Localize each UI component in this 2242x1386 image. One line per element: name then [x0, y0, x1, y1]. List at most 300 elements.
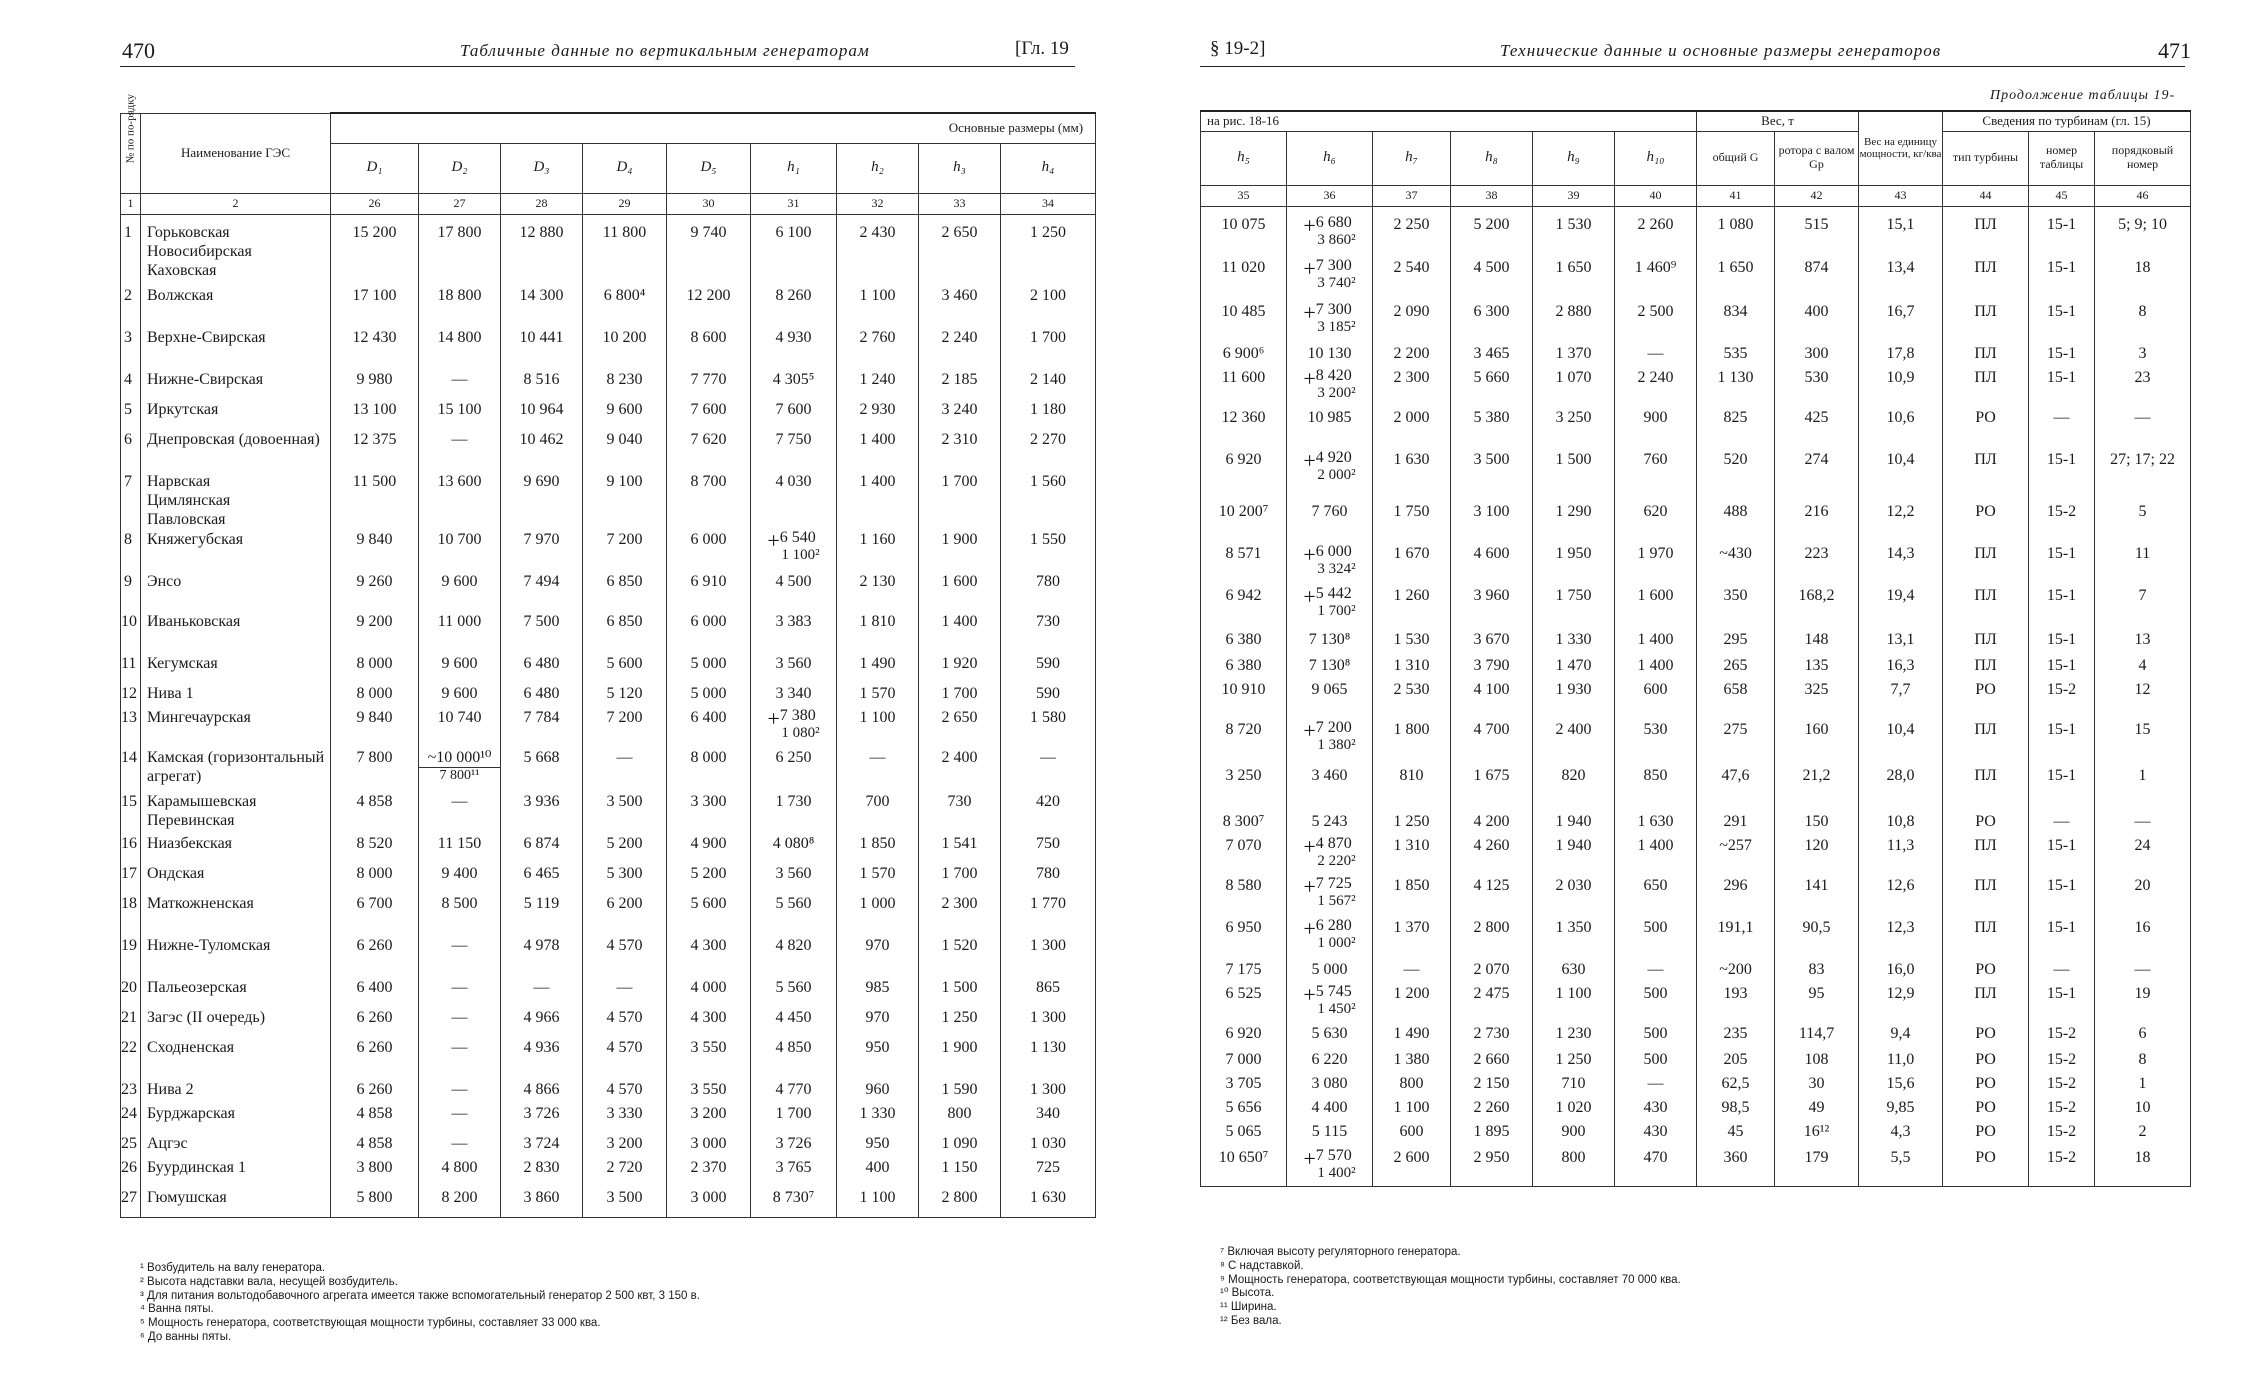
cell-32: 950: [837, 1134, 919, 1158]
cell-29: 8 230: [583, 370, 667, 400]
top-rule-right: [1200, 66, 2185, 67]
dim-header-7: h₃: [919, 143, 1001, 193]
cell-46: 2: [2095, 1122, 2191, 1148]
left-page: [0, 0, 1110, 1386]
stacked-value: [1303, 544, 1355, 577]
cell-26: 6 400: [331, 978, 419, 1008]
cell-31: 6 250: [751, 748, 837, 792]
col-number-43: 43: [1859, 185, 1943, 206]
cell-45: 15-1: [2029, 720, 2095, 766]
cell-39: 1 750: [1533, 586, 1615, 630]
cell-46: 13: [2095, 630, 2191, 656]
table-row: [121, 936, 1096, 978]
cell-40: 1 460⁹: [1615, 258, 1697, 302]
dim-header-4: D₅: [667, 143, 751, 193]
cell-37: 1 800: [1373, 720, 1451, 766]
cell-41: 291: [1697, 812, 1775, 836]
main-value: 7 200: [1315, 719, 1352, 736]
cell-45: 15-2: [2029, 1098, 2095, 1122]
cell-37: 1 750: [1373, 502, 1451, 544]
cell-41: 191,1: [1697, 918, 1775, 960]
cell-31: 7 600: [751, 400, 837, 430]
cell-43: 12,6: [1859, 876, 1943, 918]
cell-26: 6 260: [331, 936, 419, 978]
cell-42: 530: [1775, 368, 1859, 408]
cell-42: 874: [1775, 258, 1859, 302]
cell-38: 2 950: [1451, 1148, 1533, 1186]
weight-header: Вес, т: [1697, 111, 1859, 131]
cell-45: 15-1: [2029, 918, 2095, 960]
station-name: Мингечаурская: [141, 708, 331, 748]
sub-value: 1 450²: [1317, 1001, 1356, 1017]
cell-28: 4 936: [501, 1038, 583, 1080]
cell-34: 1 560: [1001, 472, 1096, 530]
cell-31: [751, 527, 837, 572]
cell-39: 2 030: [1533, 876, 1615, 918]
cell-38: 2 660: [1451, 1050, 1533, 1074]
station-name: Бурджарская: [141, 1104, 331, 1134]
cell-45: 15-2: [2029, 502, 2095, 544]
station-name: Карамышевская Перевинская: [141, 792, 331, 834]
cell-43: 16,7: [1859, 302, 1943, 344]
row-number: 4: [121, 370, 141, 400]
cell-30: 5 000: [667, 684, 751, 708]
cell-36: 5 243: [1287, 812, 1373, 836]
cell-45: 15-2: [2029, 680, 2095, 720]
cell-32: 1 100: [837, 708, 919, 748]
cell-32: 950: [837, 1038, 919, 1080]
table-row: [121, 612, 1096, 654]
cell-46: 8: [2095, 302, 2191, 344]
row-number: 7: [121, 472, 141, 530]
cell-39: 1 530: [1533, 206, 1615, 258]
table-row: [1201, 656, 2191, 680]
cell-37: 1 310: [1373, 656, 1451, 680]
cell-28: 6 874: [501, 834, 583, 864]
table-row: [1201, 1148, 2191, 1186]
cell-36: 7 130⁸: [1287, 656, 1373, 680]
cell-28: 8 516: [501, 370, 583, 400]
cell-36: 7 760: [1287, 502, 1373, 544]
table-row: [1201, 302, 2191, 344]
cell-45: 15-1: [2029, 656, 2095, 680]
row-number: 11: [121, 654, 141, 684]
cell-43: 9,4: [1859, 1024, 1943, 1050]
cell-31: 4 770: [751, 1080, 837, 1104]
cell-38: 4 600: [1451, 544, 1533, 586]
cell-32: 1 160: [837, 530, 919, 572]
cell-46: 27; 17; 22: [2095, 450, 2191, 502]
cell-46: 1: [2095, 766, 2191, 812]
cell-43: 12,3: [1859, 918, 1943, 960]
cell-44: ПЛ: [1943, 586, 2029, 630]
cell-40: 760: [1615, 450, 1697, 502]
table-row: [1201, 720, 2191, 766]
cell-28: 10 462: [501, 430, 583, 472]
main-value: 7 725: [1315, 875, 1352, 892]
station-name: Горьковская Новосибирская Каховская: [141, 214, 331, 286]
cell-42: 148: [1775, 630, 1859, 656]
dim-header-2: D₃: [501, 143, 583, 193]
col-number-38: 38: [1451, 185, 1533, 206]
cell-44: РО: [1943, 812, 2029, 836]
cell-40: 500: [1615, 984, 1697, 1024]
table-row: [121, 530, 1096, 572]
cell-28: 4 966: [501, 1008, 583, 1038]
cell-46: 18: [2095, 258, 2191, 302]
table-row: [1201, 206, 2191, 258]
cell-26: 8 520: [331, 834, 419, 864]
cell-32: 2 930: [837, 400, 919, 430]
cell-27: 11 150: [419, 834, 501, 864]
plus-sign: +: [1303, 256, 1316, 281]
station-name: Волжская: [141, 286, 331, 328]
cell-45: 15-1: [2029, 630, 2095, 656]
cell-31: 4 500: [751, 572, 837, 612]
row-number: 21: [121, 1008, 141, 1038]
footnotes-right: [1220, 1246, 1681, 1329]
cell-43: 10,9: [1859, 368, 1943, 408]
cell-28: 5 119: [501, 894, 583, 936]
cell-28: 3 936: [501, 792, 583, 834]
cell-35: 7 070: [1201, 836, 1287, 876]
table-row: [121, 1038, 1096, 1080]
cell-32: 1 000: [837, 894, 919, 936]
cell-42: 179: [1775, 1148, 1859, 1186]
cell-34: 2 270: [1001, 430, 1096, 472]
cell-39: 3 250: [1533, 408, 1615, 450]
cell-46: 10: [2095, 1098, 2191, 1122]
cell-30: 4 300: [667, 1008, 751, 1038]
cell-43: 12,9: [1859, 984, 1943, 1024]
row-number: 2: [121, 286, 141, 328]
cell-32: 960: [837, 1080, 919, 1104]
cell-34: —: [1001, 748, 1096, 792]
plus-sign: +: [1303, 874, 1316, 899]
table-row: [121, 572, 1096, 612]
dim-header-5: h₁: [751, 143, 837, 193]
cell-34: 1 550: [1001, 530, 1096, 572]
table-row: [1201, 630, 2191, 656]
cell-31: 3 560: [751, 654, 837, 684]
cell-39: 630: [1533, 960, 1615, 984]
sub-value: 1 000²: [1317, 935, 1356, 951]
cell-30: 8 700: [667, 472, 751, 530]
cell-27: 10 740: [419, 708, 501, 748]
row-number: 3: [121, 328, 141, 370]
stacked-value: [1303, 984, 1355, 1017]
cell-34: 340: [1001, 1104, 1096, 1134]
cell-35: 12 360: [1201, 408, 1287, 450]
table-row: [121, 370, 1096, 400]
cell-31: 3 340: [751, 684, 837, 708]
cell-32: 1 400: [837, 472, 919, 530]
cell-39: 1 020: [1533, 1098, 1615, 1122]
top-rule-left: [120, 66, 1075, 67]
table-row: [121, 1158, 1096, 1188]
cell-29: 6 850: [583, 572, 667, 612]
cell-42: 114,7: [1775, 1024, 1859, 1050]
cell-38: 4 200: [1451, 812, 1533, 836]
cell-33: 2 310: [919, 430, 1001, 472]
row-number: 10: [121, 612, 141, 654]
cell-38: 2 260: [1451, 1098, 1533, 1122]
sub-value: 1 400²: [1317, 1165, 1356, 1181]
cell-39: 800: [1533, 1148, 1615, 1186]
row-number: 26: [121, 1158, 141, 1188]
cell-28: 7 784: [501, 708, 583, 748]
cell-35: 10 200⁷: [1201, 502, 1287, 544]
cell-44: ПЛ: [1943, 656, 2029, 680]
cell-40: 1 400: [1615, 656, 1697, 680]
row-number: 14: [121, 748, 141, 792]
cell-32: 1 100: [837, 1188, 919, 1218]
cell-28: 3 724: [501, 1134, 583, 1158]
plus-sign: +: [1303, 366, 1316, 391]
col-number-2: 2: [141, 193, 331, 214]
cell-34: 1 770: [1001, 894, 1096, 936]
sub-value: 1 380²: [1317, 737, 1356, 753]
cell-32: —: [837, 748, 919, 792]
cell-37: 2 600: [1373, 1148, 1451, 1186]
cell-26: 6 260: [331, 1008, 419, 1038]
cell-27: 4 800: [419, 1158, 501, 1188]
cell-43: 4,3: [1859, 1122, 1943, 1148]
row-number: 6: [121, 430, 141, 472]
cell-45: 15-1: [2029, 450, 2095, 502]
cell-44: РО: [1943, 408, 2029, 450]
cell-33: 3 460: [919, 286, 1001, 328]
cell-37: 1 850: [1373, 876, 1451, 918]
cell-43: 16,3: [1859, 656, 1943, 680]
cell-26: 3 800: [331, 1158, 419, 1188]
cell-45: 15-2: [2029, 1050, 2095, 1074]
cell-45: —: [2029, 812, 2095, 836]
cell-46: 12: [2095, 680, 2191, 720]
cell-34: 1 130: [1001, 1038, 1096, 1080]
footnote: ¹² Без вала.: [1220, 1314, 1282, 1327]
cell-36: 9 065: [1287, 680, 1373, 720]
plus-sign: +: [1303, 916, 1316, 941]
col-number-30: 30: [667, 193, 751, 214]
cell-46: 3: [2095, 344, 2191, 368]
cell-42: 108: [1775, 1050, 1859, 1074]
cell-34: 865: [1001, 978, 1096, 1008]
cell-44: ПЛ: [1943, 206, 2029, 258]
row-number: 20: [121, 978, 141, 1008]
cell-31: 8 260: [751, 286, 837, 328]
station-name: Ниазбекская: [141, 834, 331, 864]
cell-41: 47,6: [1697, 766, 1775, 812]
cell-31: 7 750: [751, 430, 837, 472]
cell-41: 1 080: [1697, 206, 1775, 258]
cell-45: 15-1: [2029, 368, 2095, 408]
cell-45: 15-1: [2029, 206, 2095, 258]
col-number-29: 29: [583, 193, 667, 214]
cell-31: 3 765: [751, 1158, 837, 1188]
cell-38: 4 100: [1451, 680, 1533, 720]
plus-sign: +: [767, 705, 780, 731]
stacked-value: [1303, 368, 1355, 401]
row-number: 24: [121, 1104, 141, 1134]
cell-46: 1: [2095, 1074, 2191, 1098]
cell-39: 710: [1533, 1074, 1615, 1098]
cell-33: 1 250: [919, 1008, 1001, 1038]
cell-35: 11 020: [1201, 258, 1287, 302]
cell-42: 30: [1775, 1074, 1859, 1098]
col-number-31: 31: [751, 193, 837, 214]
cell-26: 11 500: [331, 472, 419, 530]
row-number: 17: [121, 864, 141, 894]
cell-38: 6 300: [1451, 302, 1533, 344]
plus-sign: +: [1303, 212, 1316, 238]
table-row: [121, 430, 1096, 472]
cell-29: 10 200: [583, 328, 667, 370]
turbine-header: Сведения по турбинам (гл. 15): [1943, 111, 2191, 131]
cell-36: [1287, 258, 1373, 302]
station-name: Маткожненская: [141, 894, 331, 936]
stacked-value: [1303, 1148, 1355, 1181]
dim-header-1: D₂: [419, 143, 501, 193]
table-row: [1201, 876, 2191, 918]
cell-43: 11,0: [1859, 1050, 1943, 1074]
table-row: [1201, 368, 2191, 408]
cell-38: 3 960: [1451, 586, 1533, 630]
row-number: 8: [121, 530, 141, 572]
cell-41: 825: [1697, 408, 1775, 450]
cell-34: 1 180: [1001, 400, 1096, 430]
cell-43: 19,4: [1859, 586, 1943, 630]
cell-46: —: [2095, 812, 2191, 836]
cell-28: 12 880: [501, 214, 583, 286]
cell-34: 2 100: [1001, 286, 1096, 328]
cell-37: 1 260: [1373, 586, 1451, 630]
cell-27: —: [419, 1008, 501, 1038]
dim-header-h₈: h₈: [1451, 131, 1533, 185]
cell-42: 216: [1775, 502, 1859, 544]
cell-30: 5 200: [667, 864, 751, 894]
cell-44: ПЛ: [1943, 258, 2029, 302]
cell-29: —: [583, 748, 667, 792]
cell-29: 9 100: [583, 472, 667, 530]
cell-39: 1 100: [1533, 984, 1615, 1024]
cell-30: 3 200: [667, 1104, 751, 1134]
plus-sign: +: [1303, 300, 1316, 325]
cell-27: —: [419, 936, 501, 978]
cell-33: 1 900: [919, 530, 1001, 572]
cell-36: 5 630: [1287, 1024, 1373, 1050]
table-row: [121, 978, 1096, 1008]
cell-45: 15-2: [2029, 1074, 2095, 1098]
cell-29: 4 570: [583, 1008, 667, 1038]
cell-33: 2 650: [919, 214, 1001, 286]
cell-45: 15-2: [2029, 1122, 2095, 1148]
cell-40: 650: [1615, 876, 1697, 918]
cell-45: 15-1: [2029, 544, 2095, 586]
cell-36: 3 460: [1287, 766, 1373, 812]
station-name: Гюмушская: [141, 1188, 331, 1218]
cell-32: 1 400: [837, 430, 919, 472]
cell-39: 820: [1533, 766, 1615, 812]
plus-sign: +: [1303, 982, 1316, 1007]
dim-header-h₁₀: h₁₀: [1615, 131, 1697, 185]
cell-42: 425: [1775, 408, 1859, 450]
cell-26: 6 260: [331, 1038, 419, 1080]
cell-29: 5 300: [583, 864, 667, 894]
cell-32: 1 570: [837, 684, 919, 708]
cell-42: 274: [1775, 450, 1859, 502]
cell-39: 1 330: [1533, 630, 1615, 656]
cell-40: 430: [1615, 1098, 1697, 1122]
cell-34: 750: [1001, 834, 1096, 864]
cell-28: 10 441: [501, 328, 583, 370]
cell-29: 6 200: [583, 894, 667, 936]
col-number-45: 45: [2029, 185, 2095, 206]
cell-38: 5 200: [1451, 206, 1533, 258]
cell-33: 1 900: [919, 1038, 1001, 1080]
cell-46: 16: [2095, 918, 2191, 960]
cell-42: 325: [1775, 680, 1859, 720]
sub-value: 1 080²: [781, 724, 820, 741]
cell-38: 3 670: [1451, 630, 1533, 656]
cell-32: 400: [837, 1158, 919, 1188]
left-data-table: [120, 93, 1096, 1218]
cell-32: 1 850: [837, 834, 919, 864]
cell-34: 780: [1001, 572, 1096, 612]
cell-29: —: [583, 978, 667, 1008]
cell-33: 2 300: [919, 894, 1001, 936]
cell-42: 223: [1775, 544, 1859, 586]
cell-44: ПЛ: [1943, 302, 2029, 344]
cell-41: 235: [1697, 1024, 1775, 1050]
footnote: ⁷ Включая высоту регуляторного генератора.: [1220, 1246, 1461, 1258]
cell-26: 12 375: [331, 430, 419, 472]
cell-34: 590: [1001, 654, 1096, 684]
cell-36: [1287, 720, 1373, 766]
cell-46: 6: [2095, 1024, 2191, 1050]
cell-39: 900: [1533, 1122, 1615, 1148]
cell-38: 4 260: [1451, 836, 1533, 876]
cell-35: 10 485: [1201, 302, 1287, 344]
cell-31: 4 450: [751, 1008, 837, 1038]
table-row: [121, 748, 1096, 792]
cell-27: 13 600: [419, 472, 501, 530]
cell-41: 62,5: [1697, 1074, 1775, 1098]
table-row: [1201, 408, 2191, 450]
cell-44: РО: [1943, 680, 2029, 720]
cell-43: 10,8: [1859, 812, 1943, 836]
cell-36: 4 400: [1287, 1098, 1373, 1122]
cell-36: 5 115: [1287, 1122, 1373, 1148]
cell-41: 520: [1697, 450, 1775, 502]
table-row: [1201, 984, 2191, 1024]
table-row: [121, 286, 1096, 328]
cell-41: 205: [1697, 1050, 1775, 1074]
cell-26: 9 840: [331, 530, 419, 572]
col-number-42: 42: [1775, 185, 1859, 206]
cell-29: 4 570: [583, 1080, 667, 1104]
cell-32: 700: [837, 792, 919, 834]
cell-42: 16¹²: [1775, 1122, 1859, 1148]
row-number: 22: [121, 1038, 141, 1080]
footnote: ² Высота надставки вала, несущей возбудитель.: [140, 1275, 398, 1288]
cell-36: 10 130: [1287, 344, 1373, 368]
table-row: [1201, 1122, 2191, 1148]
sub-value: 3 740²: [1317, 275, 1356, 291]
cell-43: 10,4: [1859, 720, 1943, 766]
cell-38: 3 500: [1451, 450, 1533, 502]
cell-31: 4 820: [751, 936, 837, 978]
